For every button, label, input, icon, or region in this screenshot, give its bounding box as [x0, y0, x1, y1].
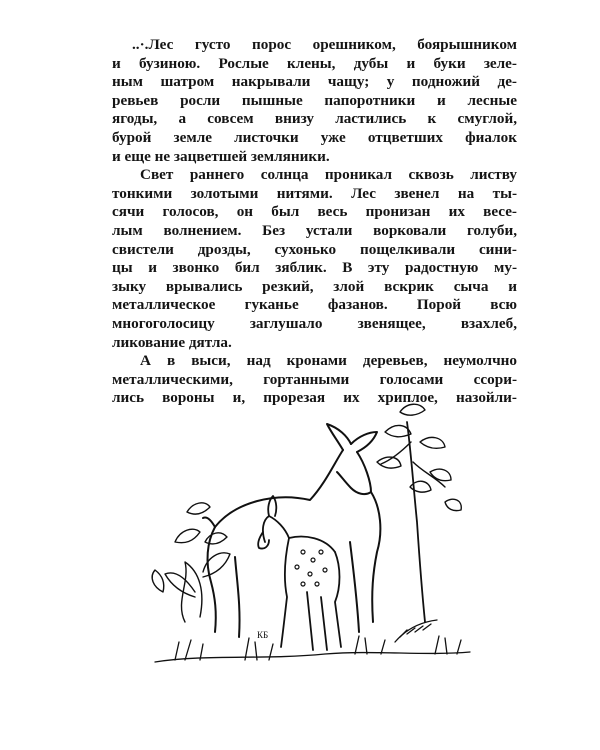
- text-line: бурой земле листочки уже отцветших фиалок: [112, 128, 517, 146]
- deer-illustration: [145, 392, 475, 692]
- text-block: [112, 36, 517, 408]
- fawn-drawing: [258, 496, 341, 650]
- text-line: свистели дрозды, сухонько пощелкивали сини-: [112, 240, 517, 258]
- text-line: металлическое гуканье фазанов. Порой всю: [112, 296, 517, 314]
- text-line: зыку врывались резкий, злой вскрик сыча и: [112, 277, 517, 295]
- text-line: ягоды, а совсем внизу ластились к смуглой,: [112, 110, 517, 128]
- text-line: ликование дятла.: [112, 333, 232, 351]
- text-line: лись вороны и, прорезая их хриплое, назойли-: [112, 389, 517, 407]
- paragraph-2: [112, 166, 517, 352]
- text-line: тонкими золотыми нитями. Лес звенел на ты-: [112, 184, 517, 202]
- text-line: цы и звонко бил зяблик. В эту радостную му-: [112, 259, 517, 277]
- text-line: и еще не зацветшей земляники.: [112, 147, 330, 165]
- fawn-spots: [295, 550, 327, 586]
- text-line: Свет раннего солнца проникал сквозь листву: [140, 166, 517, 184]
- text-line: и бузиною. Рослые клены, дубы и буки зеле-: [112, 54, 517, 72]
- left-bush-drawing: [152, 503, 230, 622]
- text-line: многоголосицу заглушало звенящее, взахлеб,: [112, 314, 517, 332]
- text-line: лым волнением. Без устали ворковали голуби,: [112, 221, 517, 239]
- text-line: ным шатром накрывали чащу; у подножий де-: [112, 73, 517, 91]
- right-tree-drawing: [377, 404, 461, 622]
- paragraph-1: [112, 36, 517, 166]
- illustrator-signature: КБ: [257, 630, 269, 640]
- text-line: металлическими, гортанными голосами ссори-: [112, 370, 517, 388]
- doe-drawing: [203, 424, 380, 637]
- text-line: ..·.Лес густо порос орешником, боярышником: [132, 36, 517, 53]
- text-line: ревьев росли пышные папоротники и лесные: [112, 91, 517, 109]
- text-line: сячи голосов, он был весь пронизан их весе-: [112, 203, 517, 221]
- text-line: А в выси, над кронами деревьев, неумолчно: [140, 352, 517, 370]
